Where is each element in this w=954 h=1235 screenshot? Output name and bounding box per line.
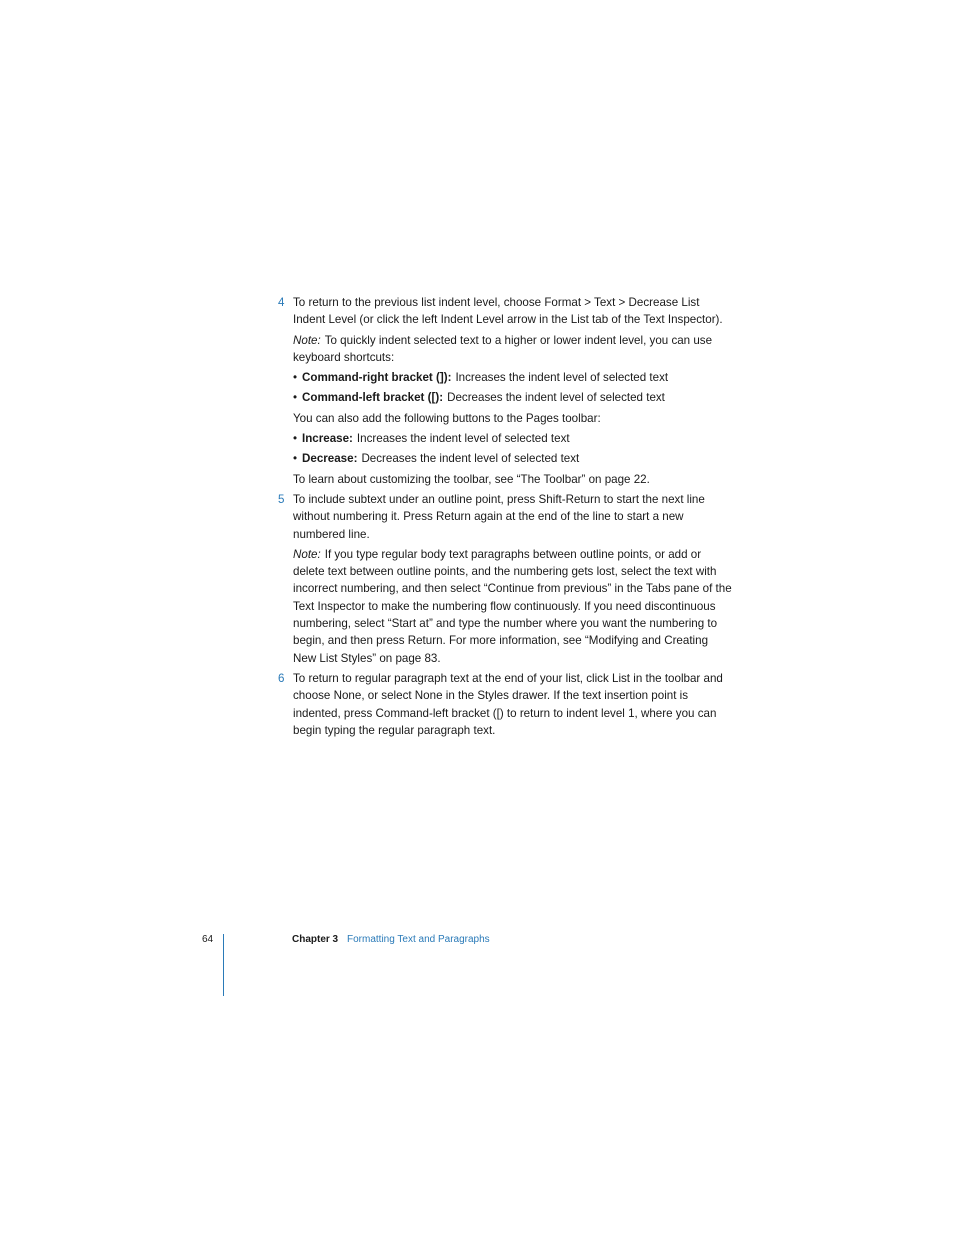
- note-text: To quickly indent selected text to a higher or lower indent level, you can use keyboard shortcuts:: [293, 333, 713, 364]
- note-paragraph: [278, 332, 734, 367]
- page-body: [278, 294, 734, 742]
- term: Command-left bracket ([):: [302, 391, 444, 405]
- cross-reference: To learn about customizing the toolbar, see “The Toolbar” on page 22.: [293, 472, 650, 486]
- list-item-decrease: [278, 450, 734, 467]
- term: Increase:: [302, 432, 353, 446]
- page-number: 64: [202, 934, 214, 945]
- term-description: Increases the indent level of selected text: [356, 432, 570, 446]
- bullet-icon: •: [293, 391, 298, 405]
- list-item-shortcut-right: [278, 369, 734, 386]
- note-text: If you type regular body text paragraphs between outline points, or add or delete text between outline points, and the numbering gets lost, select the text with incorrect numbering, and then select “Continue from previous” in the Tabs pane of the Text Inspector to make the numbering flow continuously. If you need discontinuous numbering, select “Start at” and type the number where you want the numbering to begin, and then press Return. For more information, see “Modifying and Creating New List Styles” on page 83.: [293, 547, 732, 665]
- step-number: 6: [278, 671, 285, 685]
- note-paragraph: [278, 546, 734, 667]
- step-number: 5: [278, 492, 285, 506]
- term-description: Decreases the indent level of selected text: [447, 391, 665, 405]
- step-text: To include subtext under an outline point, press Shift-Return to start the next line without numbering it. Press Return again at the end of the line to start a new numbered line.: [293, 492, 705, 541]
- footer-divider: [223, 934, 224, 996]
- list-item-shortcut-left: [278, 389, 734, 406]
- page-footer: [0, 934, 954, 998]
- step-6: [278, 670, 734, 739]
- bullet-icon: •: [293, 432, 298, 446]
- bullet-icon: •: [293, 371, 298, 385]
- chapter-title: Formatting Text and Paragraphs: [347, 934, 490, 945]
- step-4: [278, 294, 734, 329]
- note-label: Note:: [293, 333, 321, 347]
- step-text: To return to the previous list indent level, choose Format > Text > Decrease List Indent Level (or click the left Indent Level arrow in the List tab of the Text Inspector).: [293, 296, 723, 327]
- term-description: Increases the indent level of selected text: [455, 371, 669, 385]
- term: Command-right bracket (]):: [302, 371, 452, 385]
- list-item-increase: [278, 430, 734, 447]
- bullet-icon: •: [293, 452, 298, 466]
- toolbar-intro: You can also add the following buttons to the Pages toolbar:: [293, 411, 601, 425]
- step-5: [278, 491, 734, 543]
- term: Decrease:: [302, 452, 358, 466]
- term-description: Decreases the indent level of selected text: [361, 452, 580, 466]
- step-text: To return to regular paragraph text at the end of your list, click List in the toolbar and choose None, or select None in the Styles drawer. If the text insertion point is indented, press Command-left bracket ([) to return to indent level 1, where you can begin typing the regular paragraph text.: [293, 671, 723, 737]
- step-number: 4: [278, 296, 285, 309]
- chapter-label: Chapter 3: [292, 934, 339, 945]
- note-label: Note:: [293, 547, 321, 561]
